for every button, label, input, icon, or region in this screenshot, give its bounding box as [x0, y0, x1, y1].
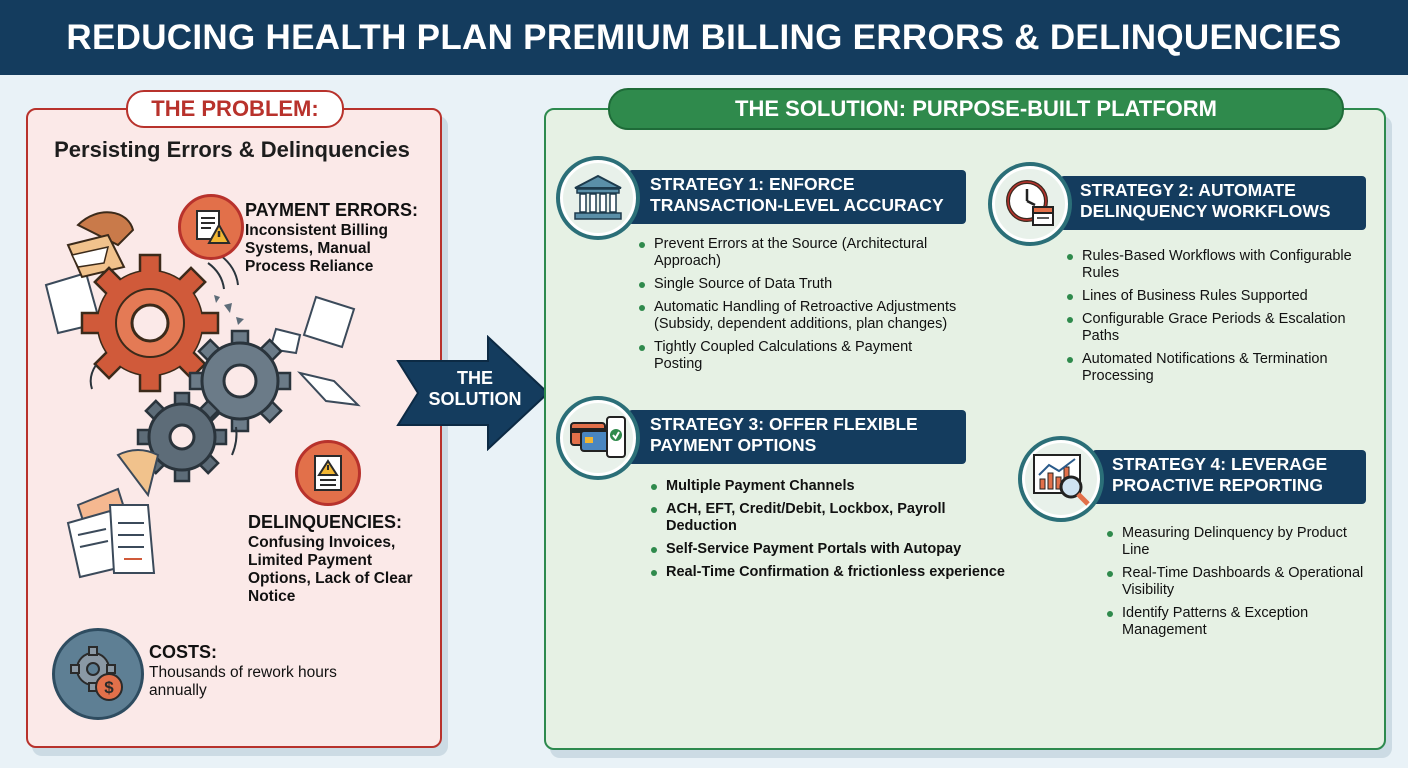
costs-text: Thousands of rework hours annually	[149, 664, 337, 699]
list-item: Identify Patterns & Exception Management	[1106, 605, 1368, 639]
arrow-label-line2: SOLUTION	[428, 389, 522, 409]
svg-text:$: $	[104, 678, 114, 697]
strategy-1-title-line2: TRANSACTION-LEVEL ACCURACY	[650, 195, 944, 215]
strategy-4-title-line1: STRATEGY 4: LEVERAGE	[1112, 454, 1328, 474]
delinquencies-text: Confusing Invoices, Limited Payment Options, Lack of Clear Notice	[248, 534, 413, 605]
clock-calendar-icon	[988, 162, 1072, 246]
list-item: Rules-Based Workflows with Configurable Rules	[1066, 248, 1362, 282]
large-gear-icon	[82, 255, 218, 391]
card-phone-icon	[556, 396, 640, 480]
title-bar	[0, 0, 1408, 75]
list-item: Lines of Business Rules Supported	[1066, 288, 1362, 305]
bank-icon	[556, 156, 640, 240]
document-warning-icon	[178, 194, 244, 260]
problem-label: THE PROBLEM:	[126, 90, 344, 128]
list-item: Multiple Payment Channels	[650, 478, 1010, 495]
list-item: Real-Time Confirmation & frictionless experience	[650, 564, 1010, 581]
gear-dollar-icon	[52, 628, 144, 720]
strategy-4-title-line2: PROACTIVE REPORTING	[1112, 475, 1323, 495]
strategy-4-bullets	[1106, 525, 1368, 645]
costs-heading: COSTS:	[149, 642, 218, 662]
page-title: REDUCING HEALTH PLAN PREMIUM BILLING ERRORS & DELINQUENCIES	[66, 17, 1342, 57]
strategy-3-banner	[628, 410, 966, 464]
solution-label: THE SOLUTION: PURPOSE-BUILT PLATFORM	[608, 88, 1344, 130]
payment-errors-text: Inconsistent Billing Systems, Manual Process Reliance	[245, 222, 388, 275]
strategy-2-title-line2: DELINQUENCY WORKFLOWS	[1080, 201, 1331, 221]
delinquencies-heading: DELINQUENCIES:	[248, 512, 403, 532]
payment-errors-heading: PAYMENT ERRORS:	[245, 200, 419, 220]
strategy-3-title-line1: STRATEGY 3: OFFER FLEXIBLE	[650, 414, 918, 434]
list-item: ACH, EFT, Credit/Debit, Lockbox, Payroll Deduction	[650, 501, 1010, 535]
list-item: Single Source of Data Truth	[638, 276, 958, 293]
strategy-1-bullets	[638, 236, 958, 379]
arrow-label-line1: THE	[457, 368, 493, 388]
list-item: Configurable Grace Periods & Escalation Paths	[1066, 311, 1362, 345]
strategy-3-title-line2: PAYMENT OPTIONS	[650, 435, 817, 455]
list-item: Tightly Coupled Calculations & Payment Posting	[638, 339, 958, 373]
strategy-1-banner	[628, 170, 966, 224]
problem-subtitle: Persisting Errors & Delinquencies	[54, 137, 410, 162]
list-item: Automatic Handling of Retroactive Adjustments (Subsidy, dependent additions, plan changes)	[638, 299, 958, 333]
strategy-2-bullets	[1066, 248, 1362, 391]
chart-magnifier-icon	[1018, 436, 1104, 522]
invoice-stack-icon	[68, 450, 158, 577]
arrow-label	[410, 368, 540, 410]
list-item: Self-Service Payment Portals with Autopay	[650, 541, 1010, 558]
stressed-person-icon	[68, 212, 133, 277]
strategy-3-bullets	[650, 478, 1010, 587]
strategy-4-banner	[1092, 450, 1366, 504]
list-item: Measuring Delinquency by Product Line	[1106, 525, 1368, 559]
list-item: Prevent Errors at the Source (Architectural Approach)	[638, 236, 958, 270]
strategy-2-banner	[1060, 176, 1366, 230]
strategy-1-title-line1: STRATEGY 1: ENFORCE	[650, 174, 855, 194]
list-item: Automated Notifications & Termination Processing	[1066, 351, 1362, 385]
notice-warning-icon	[295, 440, 361, 506]
strategy-2-title-line1: STRATEGY 2: AUTOMATE	[1080, 180, 1296, 200]
list-item: Real-Time Dashboards & Operational Visibility	[1106, 565, 1368, 599]
